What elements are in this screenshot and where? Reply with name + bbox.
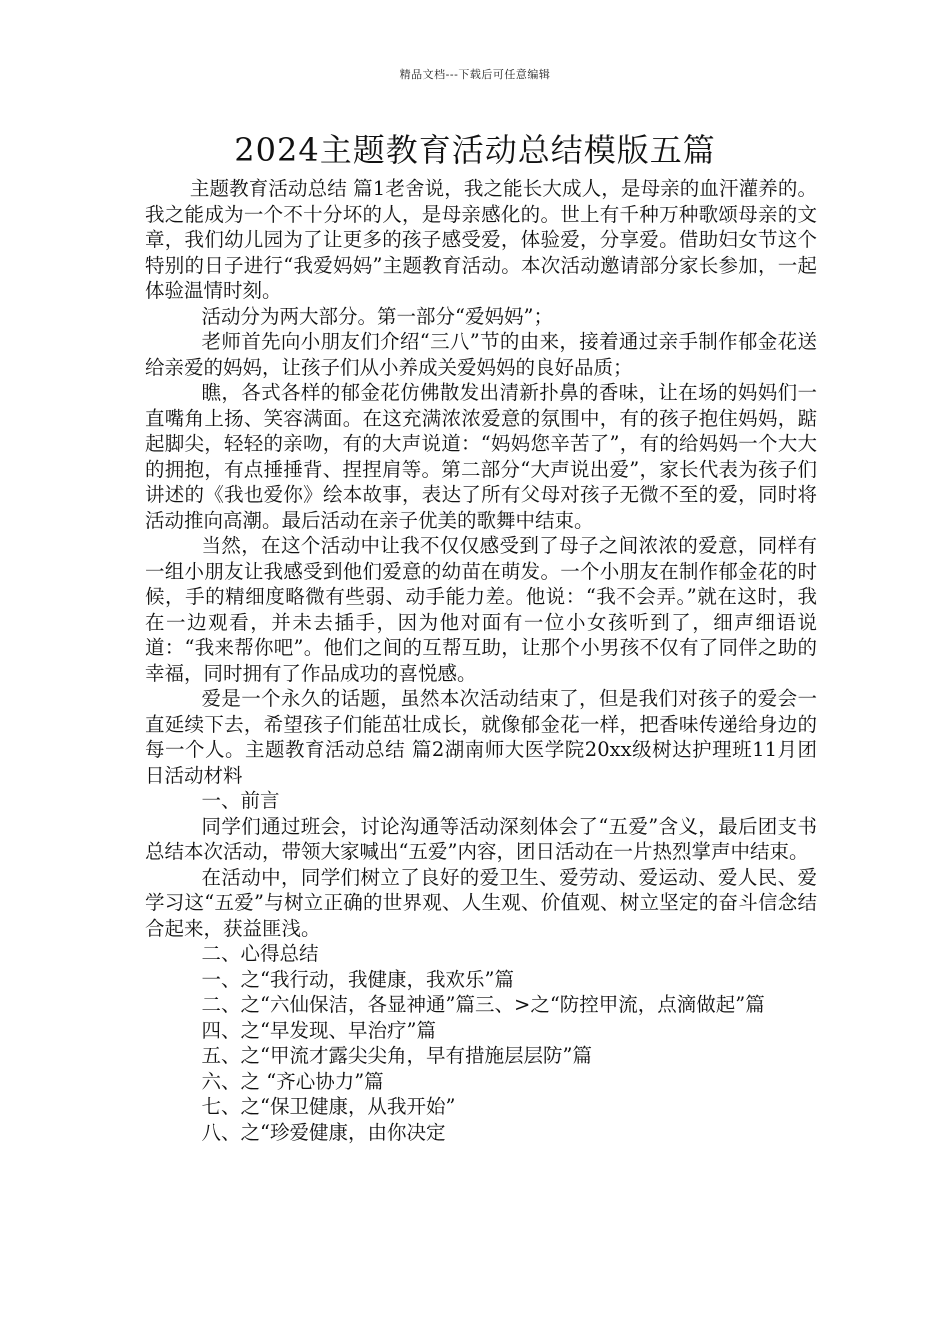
document-title: 2024主题教育活动总结模版五篇 <box>234 131 716 169</box>
list-item: 六、之 “齐心协力”篇 <box>201 1069 384 1093</box>
paragraph: 主题教育活动总结 篇1老舍说，我之能长大成人，是母亲的血汗灌养的。我之能成为一个不十分坏的人，是母亲感化的。世上有千种万种歌颂母亲的文章，我们幼儿园为了让更多的孩子感受爱，体验爱，分享爱。借助妇女节这个特别的日子进行“我爱妈妈”主题教育活动。本次活动邀请部分家长参加，一起体验温情时刻。 <box>145 177 817 302</box>
section-heading: 二、心得总结 <box>201 942 319 965</box>
list-item: 八、之“珍爱健康，由你决定 <box>201 1120 446 1144</box>
document-body <box>145 176 817 1145</box>
paragraph: 在活动中，同学们树立了良好的爱卫生、爱劳动、爱运动、爱人民、爱学习这“五爱”与树立正确的世界观、人生观、价值观、树立坚定的奋斗信念结合起来，获益匪浅。 <box>145 865 817 940</box>
section-heading: 一、前言 <box>201 789 280 812</box>
paragraph: 瞧，各式各样的郁金花仿佛散发出清新扑鼻的香味，让在场的妈妈们一直嘴角上扬、笑容满面。在这充满浓浓爱意的氛围中，有的孩子抱住妈妈，踮起脚尖，轻轻的亲吻，有的大声说道：“妈妈您辛苦了”，有的给妈妈一个大大的拥抱，有点捶捶背、捏捏肩等。第二部分“大声说出爱”，家长代表为孩子们讲述的《我也爱你》绘本故事，表达了所有父母对孩子无微不至的爱，同时将活动推向高潮。最后活动在亲子优美的歌舞中结束。 <box>145 381 817 532</box>
header-note: 精品文档---下载后可任意编辑 <box>399 68 551 81</box>
paragraph: 当然，在这个活动中让我不仅仅感受到了母子之间浓浓的爱意，同样有一组小朋友让我感受到他们爱意的幼苗在萌发。一个小朋友在制作郁金花的时候，手的精细度略微有些弱、动手能力差。他说：“我不会弄。”就在这时，我在一边观看，并未去插手，因为他对面有一位小女孩听到了，细声细语说道：“我来帮你吧”。他们之间的互帮互助，让那个小男孩不仅有了同伴之助的幸福，同时拥有了作品成功的喜悦感。 <box>145 534 817 685</box>
list-item: 五、之“甲流才露尖尖角，早有措施层层防”篇 <box>201 1044 592 1067</box>
paragraph: 老师首先向小朋友们介绍“三八”节的由来，接着通过亲手制作郁金花送给亲爱的妈妈，让孩子们从小养成关爱妈妈的良好品质； <box>145 330 817 379</box>
list-item: 一、之“我行动，我健康，我欢乐”篇 <box>201 967 514 991</box>
paragraph: 同学们通过班会，讨论沟通等活动深刻体会了“五爱”含义，最后团支书总结本次活动，带领大家喊出“五爱”内容，团日活动在一片热烈掌声中结束。 <box>145 814 817 863</box>
list-item: 七、之“保卫健康，从我开始” <box>201 1095 456 1118</box>
list-item: 二、之“六仙保洁，各显神通”篇三、>之“防控甲流，点滴做起”篇 <box>201 993 765 1016</box>
paragraph: 爱是一个永久的话题，虽然本次活动结束了，但是我们对孩子的爱会一直延续下去，希望孩子们能茁壮成长，就像郁金花一样，把香味传递给身边的每一个人。主题教育活动总结 篇2湖南师大医学院20xx级树达护理班11月团日活动材料 <box>145 687 817 787</box>
paragraph: 活动分为两大部分。第一部分“爱妈妈”； <box>201 304 553 328</box>
list-item: 四、之“早发现、早治疗”篇 <box>201 1018 436 1042</box>
